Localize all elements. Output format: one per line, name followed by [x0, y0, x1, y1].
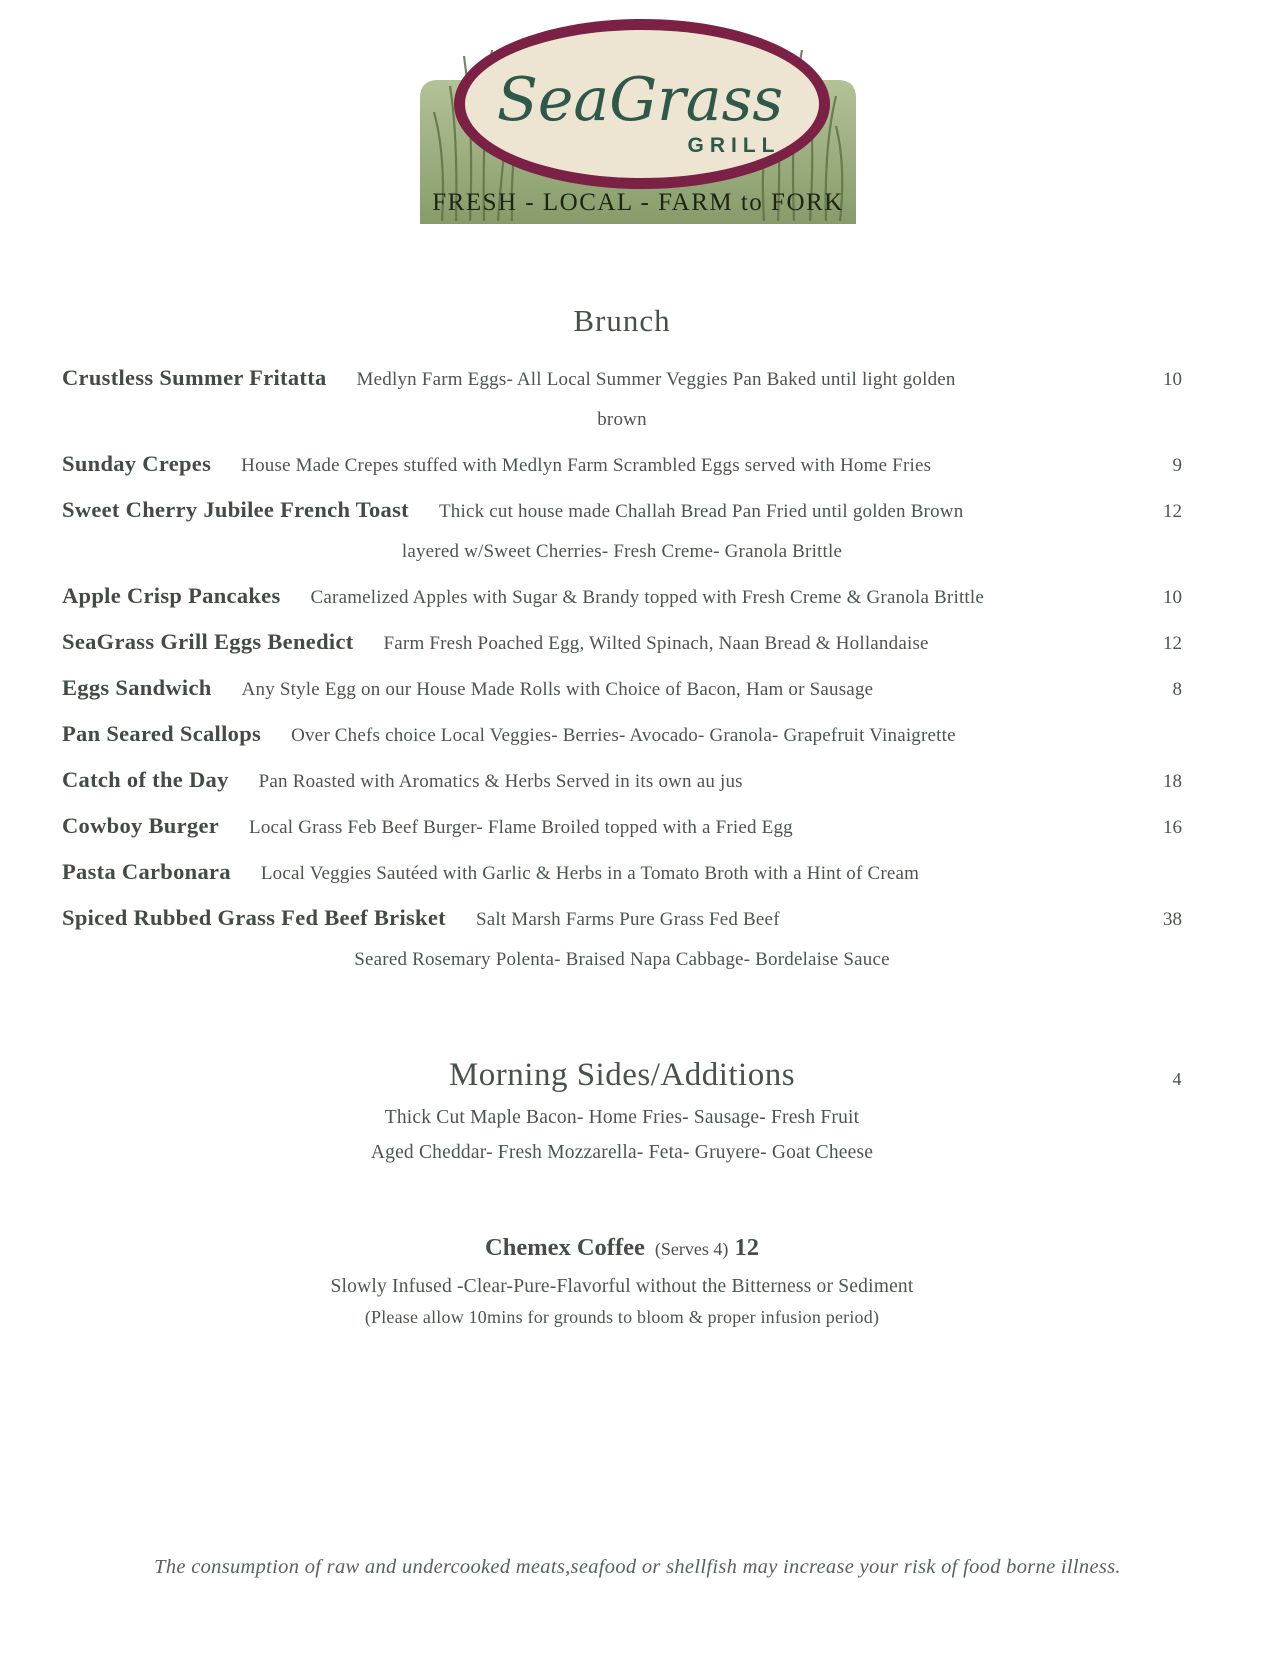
- item-description-continued: layered w/Sweet Cherries- Fresh Creme- Granola Brittle: [401, 541, 843, 562]
- restaurant-logo: [412, 16, 864, 229]
- item-name: Sunday Crepes: [62, 451, 212, 476]
- item-description: Local Grass Feb Beef Burger- Flame Broiled topped with a Fried Egg: [249, 817, 793, 838]
- item-description: House Made Crepes stuffed with Medlyn Farm Scrambled Eggs served with Home Fries: [241, 455, 932, 476]
- menu-item-row: [62, 497, 1182, 523]
- menu-item-row: [62, 859, 1182, 885]
- logo-wordmark: SeaGrass: [496, 65, 783, 135]
- item-description: Medlyn Farm Eggs- All Local Summer Veggies Pan Baked until light golden: [356, 369, 956, 390]
- morning-sides-price: 4: [1172, 1069, 1182, 1089]
- item-description: Salt Marsh Farms Pure Grass Fed Beef: [475, 909, 780, 930]
- morning-sides-line: Aged Cheddar- Fresh Mozzarella- Feta- Gruyere- Goat Cheese: [370, 1142, 874, 1163]
- item-description: Thick cut house made Challah Bread Pan Fried until golden Brown: [438, 501, 964, 522]
- item-name: Cowboy Burger: [62, 813, 220, 838]
- consumption-disclaimer: The consumption of raw and undercooked meats,seafood or shellfish may increase your risk of food borne illness.: [154, 1556, 1121, 1578]
- seagrass-logo-graphic: [412, 16, 864, 224]
- item-name: Pan Seared Scallops: [62, 721, 262, 746]
- item-description: Caramelized Apples with Sugar & Brandy topped with Fresh Creme & Granola Brittle: [310, 587, 985, 608]
- item-name: Spiced Rubbed Grass Fed Beef Brisket: [62, 905, 446, 930]
- coffee-note-line: (Please allow 10mins for grounds to bloom & proper infusion period): [364, 1307, 880, 1327]
- item-name: Pasta Carbonara: [62, 859, 231, 884]
- item-description: Any Style Egg on our House Made Rolls with Choice of Bacon, Ham or Sausage: [241, 679, 874, 700]
- item-price: 12: [1163, 633, 1182, 654]
- item-description-continued: brown: [597, 409, 647, 430]
- item-price: 12: [1163, 501, 1182, 522]
- menu-item-row: [62, 451, 1182, 477]
- coffee-heading: [62, 1234, 1182, 1262]
- menu-item-row: [62, 813, 1182, 839]
- item-name: SeaGrass Grill Eggs Benedict: [62, 629, 354, 654]
- menu-item-row: [62, 629, 1182, 655]
- item-price: 16: [1163, 817, 1182, 838]
- item-description: Pan Roasted with Aromatics & Herbs Served in its own au jus: [258, 771, 743, 792]
- menu-item-row: [62, 365, 1182, 391]
- menu-item-row: [62, 767, 1182, 793]
- morning-sides-line: Thick Cut Maple Bacon- Home Fries- Sausage- Fresh Fruit: [384, 1107, 860, 1128]
- logo-tagline: FRESH - LOCAL - FARM to FORK: [431, 189, 844, 216]
- item-description-continued: Seared Rosemary Polenta- Braised Napa Cabbage- Bordelaise Sauce: [354, 949, 890, 970]
- menu-item-row: [62, 675, 1182, 701]
- menu-item-row: [62, 721, 1182, 747]
- item-name: Eggs Sandwich: [62, 675, 212, 700]
- item-price: 9: [1172, 455, 1182, 476]
- item-description: Farm Fresh Poached Egg, Wilted Spinach, Naan Bread & Hollandaise: [383, 633, 929, 654]
- item-name: Apple Crisp Pancakes: [62, 583, 281, 608]
- item-name: Sweet Cherry Jubilee French Toast: [62, 497, 409, 522]
- item-description: Over Chefs choice Local Veggies- Berries- Avocado- Granola- Grapefruit Vinaigrette: [291, 725, 956, 746]
- menu-item-row: [62, 905, 1182, 931]
- coffee-name: Chemex Coffee: [485, 1234, 645, 1261]
- item-name: Crustless Summer Fritatta: [62, 365, 327, 390]
- item-price: 38: [1163, 909, 1182, 930]
- item-price: 18: [1163, 771, 1182, 792]
- menu-item-row: [62, 583, 1182, 609]
- menu-page: [0, 303, 1275, 1328]
- coffee-description-line: Slowly Infused -Clear-Pure-Flavorful without the Bitterness or Sediment: [330, 1276, 914, 1297]
- section-title-brunch: Brunch: [573, 303, 671, 338]
- coffee-price: 12: [734, 1234, 759, 1261]
- item-description: Local Veggies Sautéed with Garlic & Herbs in a Tomato Broth with a Hint of Cream: [260, 863, 920, 884]
- morning-sides-title: Morning Sides/Additions: [448, 1057, 796, 1093]
- item-price: 8: [1172, 679, 1182, 700]
- logo-sub-wordmark: GRILL: [687, 134, 780, 157]
- section-title-morning-sides: [62, 1057, 1182, 1094]
- item-price: 10: [1163, 587, 1182, 608]
- item-price: 10: [1163, 369, 1182, 390]
- item-name: Catch of the Day: [62, 767, 229, 792]
- coffee-serves: (Serves 4): [654, 1239, 729, 1259]
